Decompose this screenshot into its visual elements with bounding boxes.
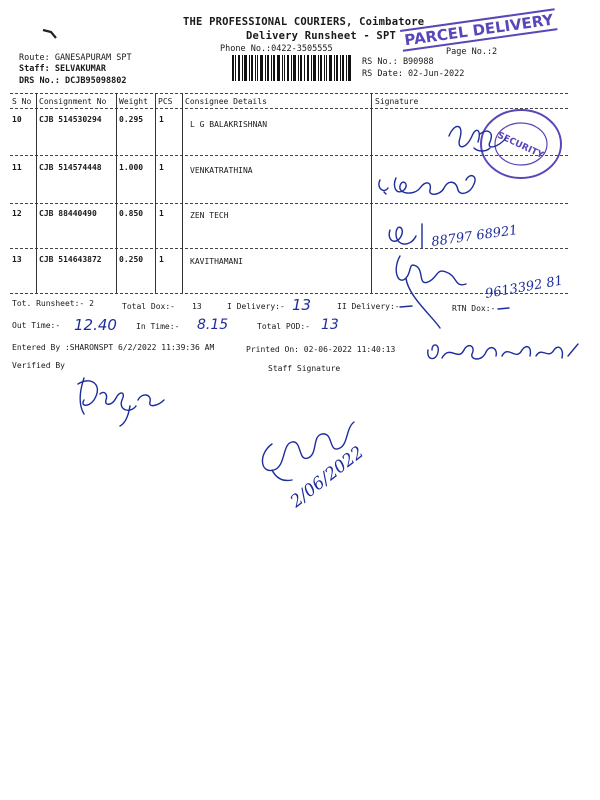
- company-name: THE PROFESSIONAL COURIERS, Coimbatore: [183, 16, 425, 28]
- row-consignment: CJB 88440490: [39, 209, 97, 218]
- ii-delivery-label: II Delivery:-: [337, 302, 400, 311]
- signature-row-10: [444, 118, 514, 158]
- svg-text:SECURITY: SECURITY: [495, 130, 545, 161]
- rs-date: RS Date: 02-Jun-2022: [362, 69, 465, 79]
- col-header-weight: Weight: [119, 97, 148, 106]
- i-delivery-label: I Delivery:-: [227, 302, 285, 311]
- out-time-value: 12.40: [74, 316, 117, 334]
- out-time-label: Out Time:-: [12, 321, 61, 330]
- in-time-value: 8.15: [197, 317, 229, 333]
- row-weight: 0.850: [119, 209, 144, 218]
- col-header-consignment: Consignment No: [39, 97, 107, 106]
- row-sno: 11: [12, 163, 22, 172]
- row-sno: 13: [12, 255, 22, 264]
- rtn-dox-label: RTN Dox:-: [452, 304, 496, 313]
- handwritten-phone-2: 9613392 81: [484, 273, 565, 302]
- col-header-sno: S No: [12, 97, 32, 106]
- total-pod-label: Total POD:-: [257, 322, 310, 331]
- row-sno: 12: [12, 209, 22, 218]
- row-pcs: 1: [159, 163, 164, 172]
- col-divider: [116, 93, 117, 293]
- verified-by-label: Verified By: [12, 361, 65, 370]
- col-divider: [182, 93, 183, 293]
- signature-row-12-13: [382, 216, 582, 340]
- row-weight: 0.295: [119, 115, 144, 124]
- signature-row-11: [374, 168, 484, 202]
- route-label: Route: GANESAPURAM SPT: [19, 53, 132, 63]
- staff-signature-label: Staff Signature: [268, 364, 341, 373]
- i-delivery-value: 13: [292, 296, 312, 314]
- col-divider: [371, 93, 372, 293]
- document-title: Delivery Runsheet - SPT: [246, 30, 396, 42]
- in-time-label: In Time:-: [136, 322, 180, 331]
- row-weight: 1.000: [119, 163, 144, 172]
- tot-runsheet: Tot. Runsheet:- 2: [12, 299, 94, 308]
- row-pcs: 1: [159, 209, 164, 218]
- staff-label: Staff: SELVAKUMAR: [19, 64, 106, 74]
- row-pcs: 1: [159, 255, 164, 264]
- row-consignee: ZEN TECH: [190, 211, 229, 220]
- col-header-pcs: PCS: [158, 97, 173, 106]
- printed-on: Printed On: 02-06-2022 11:40:13: [246, 345, 396, 354]
- table-top-border: [10, 93, 568, 94]
- page-number: Page No.:2: [446, 47, 498, 57]
- row-consignee: VENKATRATHINA: [190, 166, 253, 175]
- pen-mark-icon: [42, 26, 58, 40]
- total-dox-value: 13: [192, 302, 202, 311]
- row-consignment: CJB 514574448: [39, 163, 102, 172]
- rs-number: RS No.: B90988: [362, 57, 434, 67]
- row-sno: 10: [12, 115, 22, 124]
- col-divider: [155, 93, 156, 293]
- row-divider: [10, 203, 568, 204]
- phone-number: Phone No.:0422-3505555: [220, 44, 333, 54]
- entered-by: Entered By :SHARONSPT 6/2/2022 11:39:36 AM: [12, 343, 215, 352]
- total-dox-label: Total Dox:-: [122, 302, 175, 311]
- staff-signature-date: 2/06/2022: [286, 442, 368, 512]
- verified-by-signature: [70, 370, 170, 430]
- tamil-handwriting: [424, 336, 584, 366]
- col-header-consignee: Consignee Details: [185, 97, 267, 106]
- col-header-signature: Signature: [375, 97, 419, 106]
- row-pcs: 1: [159, 115, 164, 124]
- barcode: [232, 55, 352, 81]
- staff-signature: [252, 408, 412, 518]
- parcel-delivery-stamp: PARCEL DELIVERY: [400, 8, 558, 52]
- drs-number: DRS No.: DCJB95098802: [19, 76, 127, 86]
- row-consignment: CJB 514643872: [39, 255, 102, 264]
- row-consignee: L G BALAKRISHNAN: [190, 120, 268, 129]
- row-consignee: KAVITHAMANI: [190, 257, 243, 266]
- total-pod-value: 13: [321, 317, 339, 333]
- row-consignment: CJB 514530294: [39, 115, 102, 124]
- handwritten-phone-1: 88797 68921: [430, 223, 519, 250]
- col-divider: [36, 93, 37, 293]
- row-weight: 0.250: [119, 255, 144, 264]
